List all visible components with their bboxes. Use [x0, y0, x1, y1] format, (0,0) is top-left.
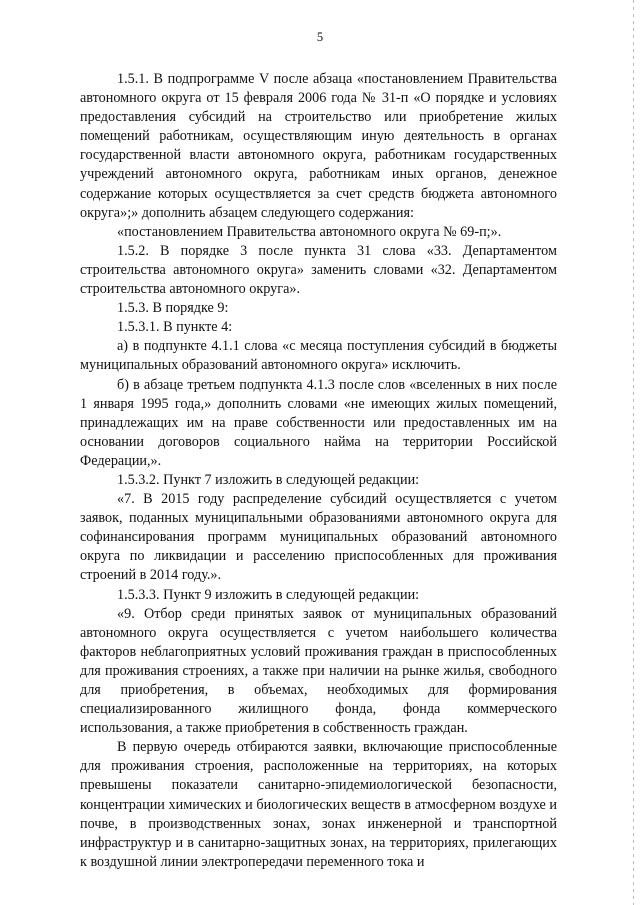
paragraph-first-priority: В первую очередь отбираются заявки, включающие приспособленные для проживания строения, расположенные на территориях, на которых превышены показатели санитарно-эпидемиологической безопасности, концентрации химических и биологических веществ в атмосферном воздухе и почве, в производственных зонах, зонах инженерной и транспортной инфраструктур и в санитарно-защитных зонах, на территориях, прилегающих к воздушной линии электропередачи переменного тока и	[80, 739, 557, 870]
paragraph-point-9: «9. Отбор среди принятых заявок от муниципальных образований автономного округа осуществляется с учетом наибольшего количества факторов неблагоприятных условий проживания граждан в приспособленных для проживания строениях, а также при наличии на рынке жилья, свободного для приобретения, в объемах, необходимых для формирования специализированного жилищного фонда, фонда коммерческого использования, а также приобретения в собственность граждан.	[80, 605, 557, 737]
document-body	[80, 70, 557, 872]
paragraph-1-5-3-1: 1.5.3.1. В пункте 4:	[117, 319, 233, 336]
paragraph-1-5-1: 1.5.1. В подпрограмме V после абзаца «постановлением Правительства автономного округа от 15 февраля 2006 года № 31-п «О порядке и условиях предоставления субсидий на строительство или приобретение жилых помещений работникам, осуществляющим иную деятельность в органах государственной власти автономного округа, работникам государственных учреждений автономного округа, работникам иных органов, денежное содержание которых осуществляется за счет средств бюджета автономного округа»;» дополнить абзацем следующего содержания:	[80, 71, 557, 221]
page-number: 5	[316, 30, 324, 44]
paragraph-quote-69p: «постановлением Правительства автономного округа № 69-п;».	[117, 223, 502, 240]
scan-edge-line	[633, 0, 634, 905]
paragraph-1-5-2: 1.5.2. В порядке 3 после пункта 31 слова «33. Департаментом строительства автономного округа» заменить словами «32. Департаментом строительства автономного округа».	[80, 242, 557, 298]
paragraph-subitem-b: б) в абзаце третьем подпункта 4.1.3 после слов «вселенных в них после 1 января 1995 года,» дополнить словами «не имеющих жилых помещений, принадлежащих им на праве собственности или предоставленных им на основании договоров социального найма на территории Российской Федерации,».	[80, 376, 557, 469]
paragraph-point-7: «7. В 2015 году распределение субсидий осуществляется с учетом заявок, поданных муниципальными образованиями автономного округа для софинансирования программ муниципальных образований автономного округа по ликвидации и расселению приспособленных для проживания строений в 2014 году.».	[80, 491, 557, 584]
paragraph-subitem-a: а) в подпункте 4.1.1 слова «с месяца поступления субсидий в бюджеты муниципальных образований автономного округа» исключить.	[80, 338, 557, 374]
paragraph-1-5-3-2: 1.5.3.2. Пункт 7 изложить в следующей редакции:	[117, 471, 420, 488]
paragraph-1-5-3: 1.5.3. В порядке 9:	[117, 300, 229, 317]
paragraph-1-5-3-3: 1.5.3.3. Пункт 9 изложить в следующей редакции:	[117, 586, 420, 603]
